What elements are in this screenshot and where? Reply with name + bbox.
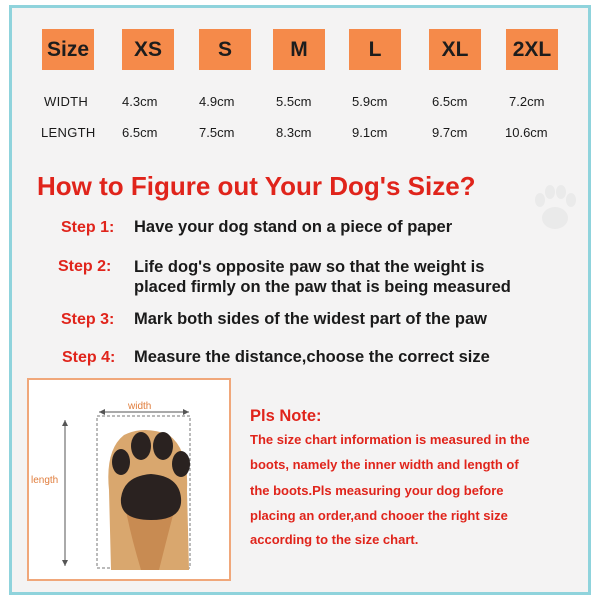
width-value-m: 5.5cm	[276, 94, 312, 109]
paw-measurement-diagram	[27, 378, 231, 581]
length-row-label: LENGTH	[41, 125, 96, 140]
size-cell-m: M	[273, 29, 325, 70]
note-title: Pls Note:	[250, 407, 322, 425]
page-title: How to Figure out Your Dog's Size?	[37, 171, 476, 201]
note-line-4: placing an order,and chooer the right size	[250, 508, 508, 523]
note-line-3: the boots.Pls measuring your dog before	[250, 483, 504, 498]
length-value-m: 8.3cm	[276, 125, 312, 140]
width-dimension-label: width	[128, 401, 152, 412]
length-value-xs: 6.5cm	[122, 125, 158, 140]
width-value-xs: 4.3cm	[122, 94, 158, 109]
length-dimension-label: length	[31, 475, 59, 486]
size-cell-xs: XS	[122, 29, 174, 70]
width-row-label: WIDTH	[44, 94, 89, 109]
length-value-xl: 9.7cm	[432, 125, 468, 140]
width-value-s: 4.9cm	[199, 94, 235, 109]
note-line-5: according to the size chart.	[250, 532, 419, 547]
size-header-label: Size	[42, 29, 94, 70]
length-value-s: 7.5cm	[199, 125, 235, 140]
size-cell-2xl: 2XL	[506, 29, 558, 70]
step-2-text-line2: placed firmly on the paw that is being measured	[134, 278, 511, 296]
width-value-2xl: 7.2cm	[509, 94, 545, 109]
step-3-label: Step 3:	[61, 311, 115, 328]
size-cell-s: S	[199, 29, 251, 70]
step-2-label: Step 2:	[58, 258, 112, 275]
step-4-label: Step 4:	[62, 349, 116, 366]
step-4-text: Measure the distance,choose the correct size	[134, 348, 490, 366]
length-value-2xl: 10.6cm	[505, 125, 548, 140]
size-cell-l: L	[349, 29, 401, 70]
size-cell-xl: XL	[429, 29, 481, 70]
step-1-text: Have your dog stand on a piece of paper	[134, 218, 453, 236]
step-1-label: Step 1:	[61, 219, 115, 236]
step-3-text: Mark both sides of the widest part of the paw	[134, 310, 487, 328]
step-2-text-line1: Life dog's opposite paw so that the weight is	[134, 258, 485, 276]
paw-watermark-icon	[530, 170, 580, 240]
width-value-l: 5.9cm	[352, 94, 388, 109]
width-value-xl: 6.5cm	[432, 94, 468, 109]
length-value-l: 9.1cm	[352, 125, 388, 140]
note-line-1: The size chart information is measured in the	[250, 432, 530, 447]
note-line-2: boots, namely the inner width and length of	[250, 457, 519, 472]
